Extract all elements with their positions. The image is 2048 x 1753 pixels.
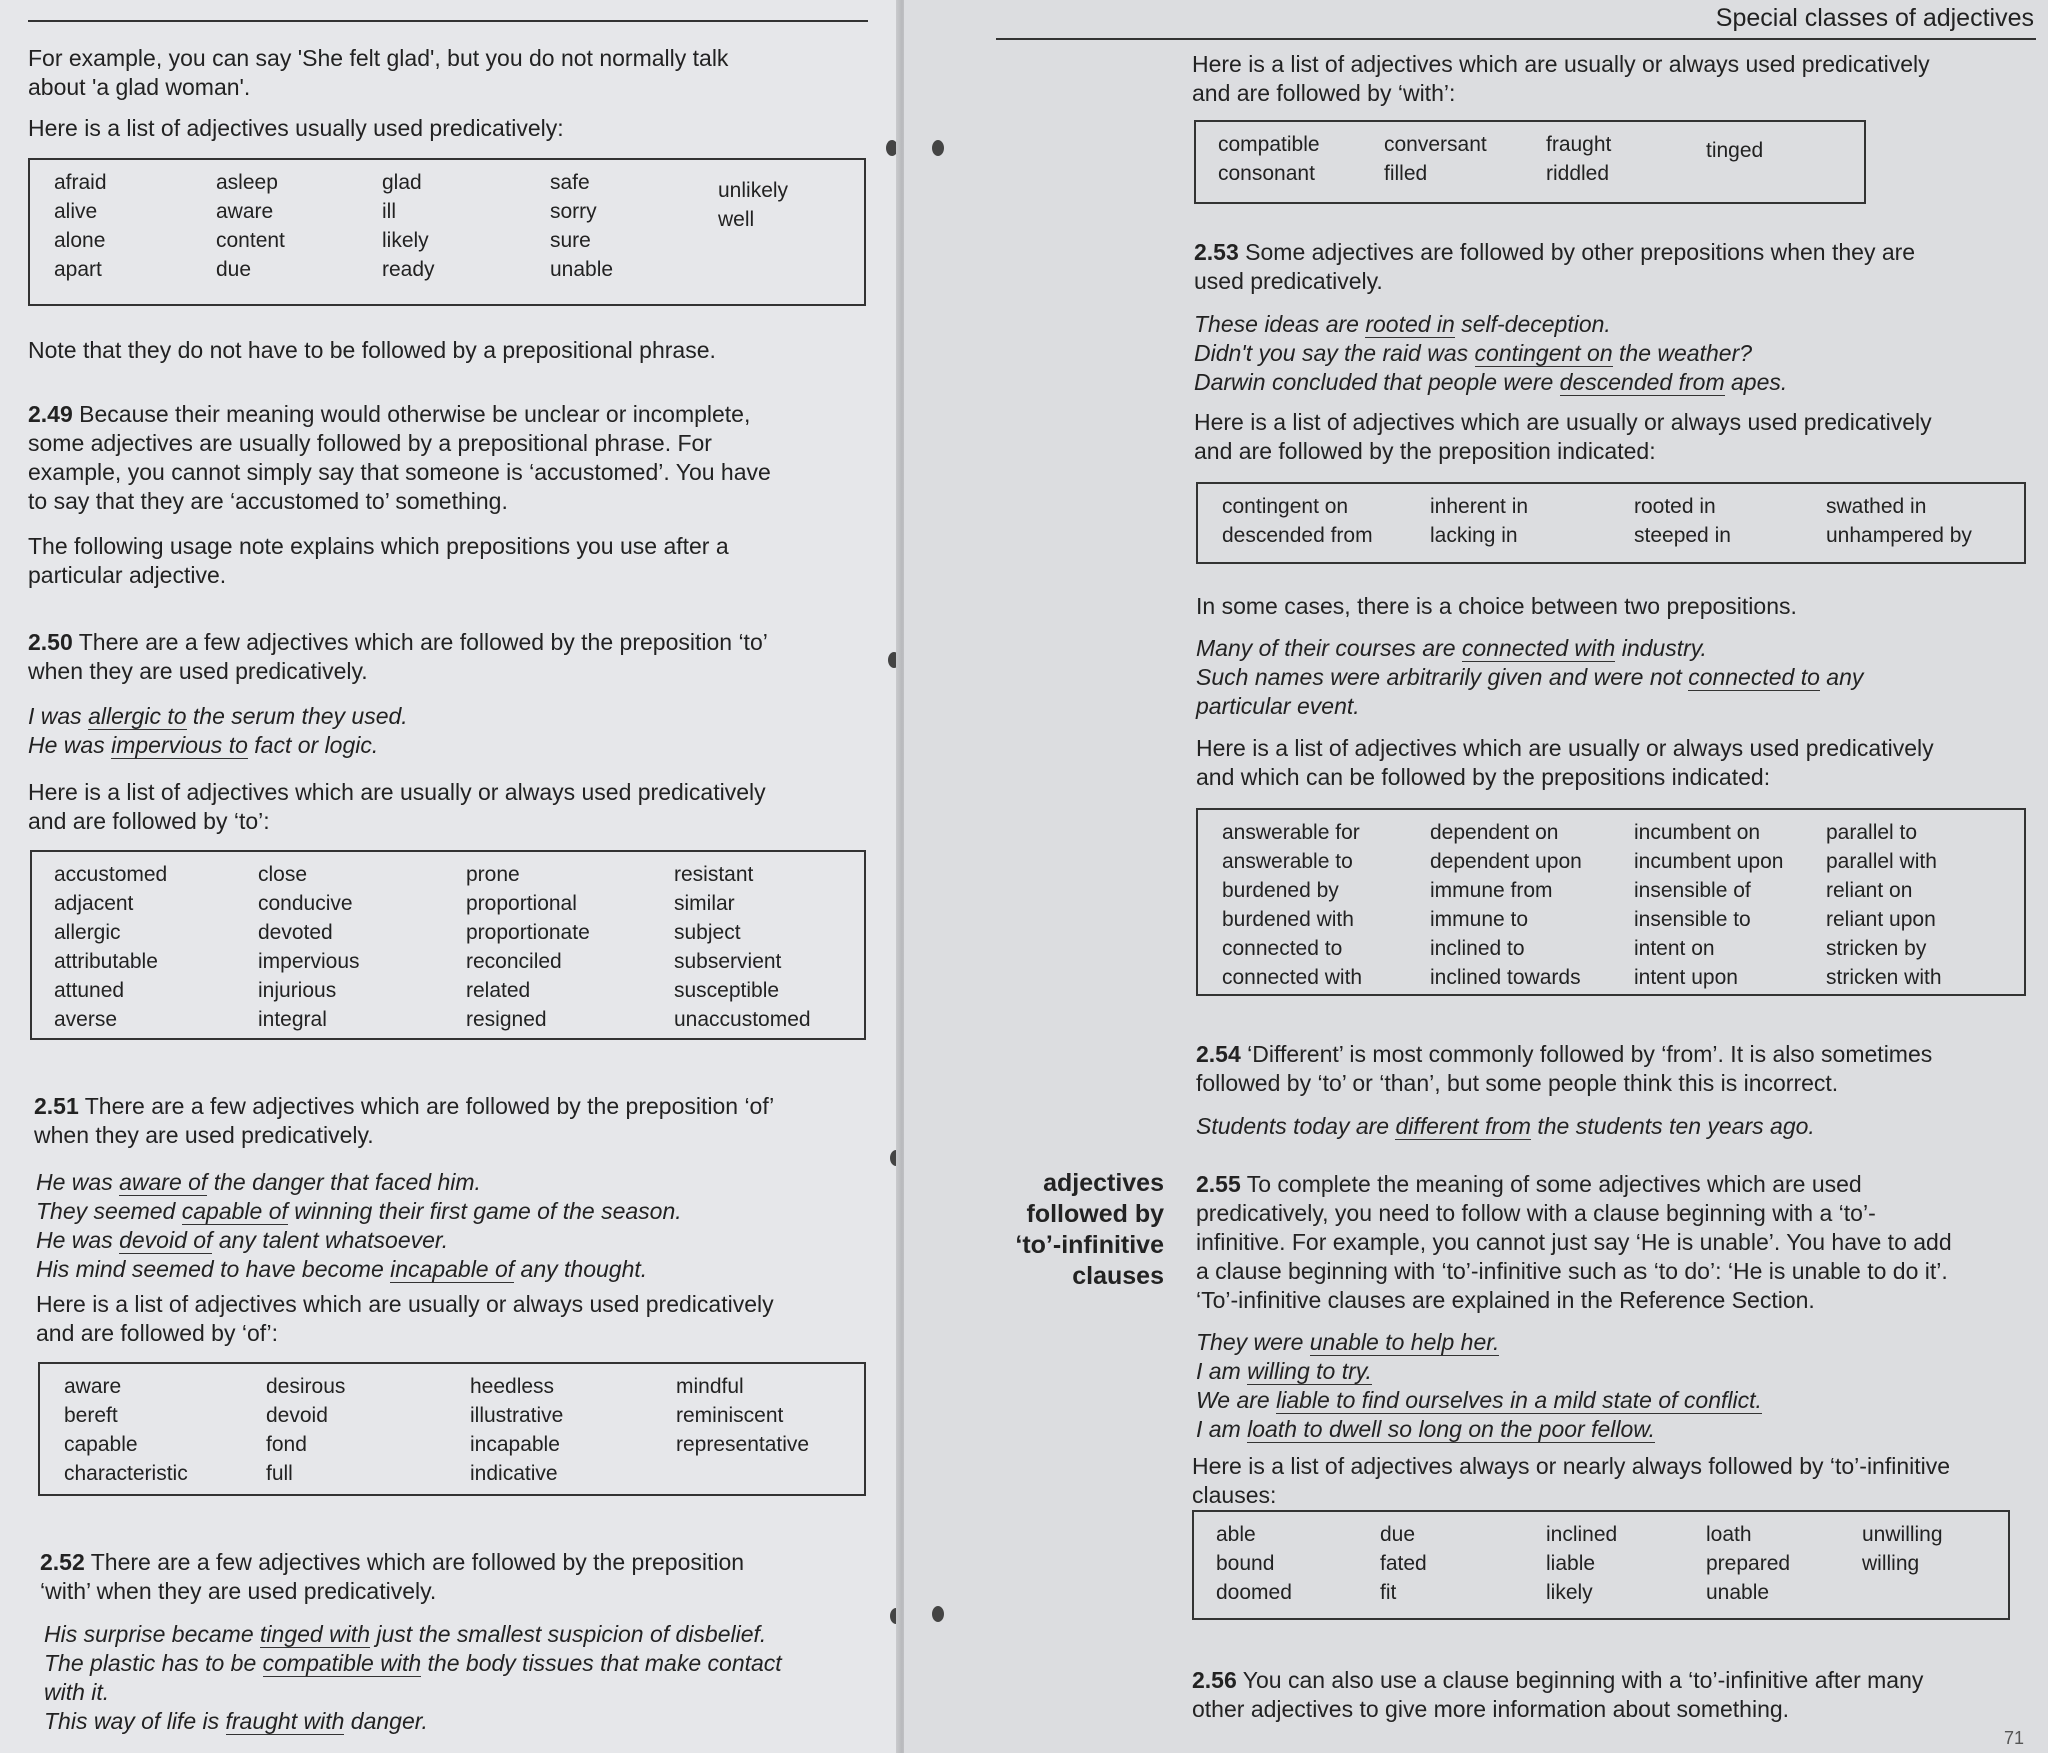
list1-box — [28, 158, 866, 306]
examples-2-52 — [44, 1620, 894, 1736]
list-word: proportionate — [466, 921, 590, 944]
list-intro-line: Here is a list of adjectives always or nearly always followed by ‘to’-infinitive — [1192, 1453, 1951, 1479]
section-number: 2.51 — [34, 1093, 79, 1119]
examples-choice — [1196, 634, 2046, 721]
example-sentence: Darwin concluded that people were descended from apes. — [1194, 369, 1788, 395]
list-word: due — [216, 258, 252, 281]
example-sentence: Such names were arbitrarily given and were not connected to any — [1196, 664, 1864, 690]
list-word: filled — [1384, 162, 1428, 185]
list-word: incumbent upon — [1634, 850, 1784, 873]
list-word: riddled — [1546, 162, 1610, 185]
list-word: conducive — [258, 892, 353, 915]
usage-note-line: particular adjective. — [28, 562, 227, 588]
list-word: incumbent on — [1634, 821, 1761, 844]
example-sentence: We are liable to find ourselves in a mild state of conflict. — [1196, 1387, 1762, 1413]
list5-col — [1222, 492, 1373, 550]
list-word: bound — [1216, 1552, 1275, 1575]
list-word: stricken with — [1826, 966, 1942, 989]
list-word: safe — [550, 171, 590, 194]
margin-heading — [964, 1168, 1164, 1292]
list-intro-line: Here is a list of adjectives which are usually or always used predicatively — [1194, 409, 1932, 435]
example-sentence: He was impervious to fact or logic. — [28, 732, 379, 758]
list-word: loath — [1706, 1523, 1752, 1546]
list-word: fond — [266, 1433, 307, 1456]
list6-col — [1430, 818, 1582, 992]
list-word: sorry — [550, 200, 597, 223]
list-word: heedless — [470, 1375, 555, 1398]
list-word: prone — [466, 863, 520, 886]
list4-box — [1194, 120, 1866, 204]
margin-heading-line: followed by — [1026, 1200, 1164, 1228]
example-sentence: Many of their courses are connected with industry. — [1196, 635, 1707, 661]
list-word: immune to — [1430, 908, 1529, 931]
list-word: afraid — [54, 171, 107, 194]
list7-box — [1192, 1510, 2010, 1620]
section-text: To complete the meaning of some adjectives which are used — [1246, 1171, 1862, 1197]
list3-col — [676, 1372, 809, 1459]
list-word: incapable — [470, 1433, 560, 1456]
list-word: reliant upon — [1826, 908, 1936, 931]
margin-heading-line: ‘to’-infinitive — [1015, 1231, 1164, 1259]
list-word: dependent on — [1430, 821, 1559, 844]
section-2-51 — [34, 1092, 884, 1150]
list-word: devoted — [258, 921, 333, 944]
list4-col — [1218, 130, 1320, 188]
list-word: attributable — [54, 950, 158, 973]
list-word: close — [258, 863, 308, 886]
list-word: inclined — [1546, 1523, 1618, 1546]
margin-heading-line: clauses — [1072, 1262, 1164, 1290]
list5-col — [1634, 492, 1731, 550]
list-word: allergic — [54, 921, 121, 944]
top-rule — [996, 38, 2036, 40]
page-number: 71 — [2003, 1728, 2024, 1748]
list-word: integral — [258, 1008, 327, 1031]
list-word: ready — [382, 258, 435, 281]
list-intro-line: Here is a list of adjectives which are usually or always used predicatively — [36, 1291, 774, 1317]
section-text: used predicatively. — [1194, 268, 1383, 294]
list-word: due — [1380, 1523, 1416, 1546]
list-word: answerable for — [1222, 821, 1360, 844]
section-number: 2.50 — [28, 629, 73, 655]
list-word: unable — [1706, 1581, 1770, 1604]
choice-note: In some cases, there is a choice between two prepositions. — [1196, 593, 1797, 619]
example-sentence: He was devoid of any talent whatsoever. — [36, 1227, 449, 1253]
list7-col — [1380, 1520, 1427, 1607]
list-word: fraught — [1546, 133, 1612, 156]
example-sentence: His mind seemed to have become incapable of any thought. — [36, 1256, 648, 1282]
section-text: when they are used predicatively. — [34, 1122, 374, 1148]
list4-col — [1546, 130, 1611, 188]
list-intro-line: and which can be followed by the prepositions indicated: — [1196, 764, 1771, 790]
list5-intro — [1194, 408, 2044, 466]
list3-box — [38, 1362, 866, 1496]
examples-2-50 — [28, 702, 878, 760]
list-word: immune from — [1430, 879, 1553, 902]
example-sentence: Students today are different from the students ten years ago. — [1196, 1113, 1815, 1139]
list-word: illustrative — [470, 1404, 564, 1427]
list-word: parallel to — [1826, 821, 1918, 844]
list-intro-line: and are followed by ‘to’: — [28, 808, 270, 834]
list1-col — [54, 168, 107, 284]
section-text: a clause beginning with ‘to’-infinitive such as ‘to do’: ‘He is unable to do it’. — [1196, 1258, 1948, 1284]
usage-note-line: The following usage note explains which prepositions you use after a — [28, 533, 729, 559]
list-word: connected to — [1222, 937, 1343, 960]
top-rule — [28, 20, 868, 22]
examples-2-51 — [36, 1168, 886, 1284]
list3-col — [266, 1372, 345, 1488]
section-text: There are a few adjectives which are followed by the preposition ‘of’ — [84, 1093, 775, 1119]
list-word: aware — [64, 1375, 122, 1398]
list-word: apart — [54, 258, 102, 281]
list7-intro — [1192, 1452, 2042, 1510]
section-2-50 — [28, 628, 888, 686]
list-word: burdened with — [1222, 908, 1354, 931]
example-sentence: particular event. — [1196, 693, 1360, 719]
list-word: reliant on — [1826, 879, 1913, 902]
list5-box — [1196, 482, 2026, 564]
list-word: parallel with — [1826, 850, 1937, 873]
list-word: likely — [1546, 1581, 1593, 1604]
list-word: susceptible — [674, 979, 780, 1002]
list-word: asleep — [216, 171, 278, 194]
section-2-54 — [1196, 1040, 2046, 1098]
section-2-55 — [1196, 1170, 2046, 1315]
list-word: tinged — [1706, 139, 1764, 162]
list-word: prepared — [1706, 1552, 1791, 1575]
list2-col — [674, 860, 811, 1034]
list-word: intent on — [1634, 937, 1715, 960]
section-text: predicatively, you need to follow with a clause beginning with a ‘to’- — [1196, 1200, 1876, 1226]
section-text: There are a few adjectives which are followed by the preposition — [90, 1549, 745, 1575]
list6-box — [1196, 808, 2026, 996]
examples-2-53 — [1194, 310, 2044, 397]
list-word: steeped in — [1634, 524, 1731, 547]
list-word: inherent in — [1430, 495, 1529, 518]
example-sentence: This way of life is fraught with danger. — [44, 1708, 428, 1734]
list-word: fit — [1380, 1581, 1397, 1604]
list-word: alone — [54, 229, 106, 252]
list4-intro — [1192, 50, 2042, 108]
list-word: attuned — [54, 979, 125, 1002]
list-word: inclined towards — [1430, 966, 1581, 989]
list-word: unaccustomed — [674, 1008, 811, 1031]
list-word: subject — [674, 921, 741, 944]
intro-paragraph — [28, 44, 878, 102]
list-intro-line: and are followed by ‘of’: — [36, 1320, 279, 1346]
example-sentence: These ideas are rooted in self-deception. — [1194, 311, 1611, 337]
list6-col — [1826, 818, 1942, 992]
list-word: descended from — [1222, 524, 1373, 547]
list-word: able — [1216, 1523, 1256, 1546]
list-word: injurious — [258, 979, 337, 1002]
list7-col — [1216, 1520, 1292, 1607]
list-word: accustomed — [54, 863, 168, 886]
list-word: unable — [550, 258, 614, 281]
section-number: 2.53 — [1194, 239, 1239, 265]
section-text: Some adjectives are followed by other prepositions when they are — [1245, 239, 1916, 265]
list-word: reconciled — [466, 950, 562, 973]
examples-2-54 — [1196, 1112, 2046, 1141]
list-word: adjacent — [54, 892, 134, 915]
usage-note — [28, 532, 878, 590]
list-word: representative — [676, 1433, 810, 1456]
intro-line: For example, you can say 'She felt glad', but you do not normally talk — [28, 45, 729, 71]
list-word: capable — [64, 1433, 138, 1456]
list-word: proportional — [466, 892, 577, 915]
list-word: swathed in — [1826, 495, 1927, 518]
list-word: connected with — [1222, 966, 1363, 989]
list-word: fated — [1380, 1552, 1427, 1575]
section-text: to say that they are ‘accustomed to’ something. — [28, 488, 508, 514]
list-word: dependent upon — [1430, 850, 1582, 873]
list1-col — [382, 168, 435, 284]
list3-col — [64, 1372, 188, 1488]
list-word: mindful — [676, 1375, 744, 1398]
example-sentence: I was allergic to the serum they used. — [28, 703, 408, 729]
list-intro-line: clauses: — [1192, 1482, 1277, 1508]
list2-intro — [28, 778, 888, 836]
list1-intro: Here is a list of adjectives usually used predicatively: — [28, 115, 564, 141]
list-word: desirous — [266, 1375, 346, 1398]
list5-col — [1430, 492, 1528, 550]
list-word: glad — [382, 171, 422, 194]
list-word: characteristic — [64, 1462, 188, 1485]
list3-col — [470, 1372, 563, 1488]
section-text: Because their meaning would otherwise be unclear or incomplete, — [79, 401, 751, 427]
list5-col — [1826, 492, 1972, 550]
list-word: sure — [550, 229, 591, 252]
list-word: conversant — [1384, 133, 1487, 156]
list1-col — [718, 176, 788, 234]
list-word: stricken by — [1826, 937, 1927, 960]
section-number: 2.55 — [1196, 1171, 1241, 1197]
list-intro-line: and are followed by ‘with’: — [1192, 80, 1456, 106]
list-word: lacking in — [1430, 524, 1518, 547]
examples-2-55 — [1196, 1328, 2046, 1444]
list-word: liable — [1546, 1552, 1596, 1575]
section-number: 2.52 — [40, 1549, 85, 1575]
list7-col — [1706, 1520, 1790, 1607]
list-word: aware — [216, 200, 274, 223]
list-word: unhampered by — [1826, 524, 1972, 547]
example-sentence: Didn't you say the raid was contingent on the weather? — [1194, 340, 1753, 366]
section-text: You can also use a clause beginning with a ‘to’-infinitive after many — [1242, 1667, 1924, 1693]
running-head: Special classes of adjectives — [1715, 4, 2034, 32]
list-word: indicative — [470, 1462, 558, 1485]
example-sentence: The plastic has to be compatible with the body tissues that make contact — [44, 1650, 782, 1676]
section-text: infinitive. For example, you cannot just say ‘He is unable’. You have to add — [1196, 1229, 1952, 1255]
list-word: unwilling — [1862, 1523, 1943, 1546]
binding-hole — [932, 140, 944, 156]
list-word: willing — [1862, 1552, 1920, 1575]
example-sentence: They seemed capable of winning their first game of the season. — [36, 1198, 682, 1224]
section-2-49 — [28, 400, 878, 516]
section-text: ‘To’-infinitive clauses are explained in the Reference Section. — [1196, 1287, 1815, 1313]
list7-col — [1546, 1520, 1617, 1607]
section-2-53 — [1194, 238, 2044, 296]
list3-intro — [36, 1290, 886, 1348]
section-text: There are a few adjectives which are followed by the preposition ‘to’ — [78, 629, 768, 655]
example-sentence: with it. — [44, 1679, 110, 1705]
list-word: full — [266, 1462, 293, 1485]
list-intro-line: Here is a list of adjectives which are usually or always used predicatively — [1196, 735, 1934, 761]
section-text: when they are used predicatively. — [28, 658, 368, 684]
intro-line: about 'a glad woman'. — [28, 74, 251, 100]
list6-col — [1634, 818, 1783, 992]
list-word: answerable to — [1222, 850, 1353, 873]
list-word: devoid — [266, 1404, 328, 1427]
example-sentence: His surprise became tinged with just the smallest suspicion of disbelief. — [44, 1621, 767, 1647]
list-word: content — [216, 229, 285, 252]
left-page — [0, 0, 900, 1753]
list-word: insensible to — [1634, 908, 1751, 931]
list-word: burdened by — [1222, 879, 1339, 902]
list1-col — [550, 168, 613, 284]
list-word: rooted in — [1634, 495, 1716, 518]
list-word: related — [466, 979, 531, 1002]
list-intro-line: and are followed by the preposition indicated: — [1194, 438, 1656, 464]
list4-col — [1706, 136, 1763, 165]
list2-col — [258, 860, 360, 1034]
list-word: similar — [674, 892, 735, 915]
list-word: doomed — [1216, 1581, 1292, 1604]
list-intro-line: Here is a list of adjectives which are usually or always used predicatively — [28, 779, 766, 805]
list2-box — [30, 850, 866, 1040]
list6-intro — [1196, 734, 2046, 792]
section-text: some adjectives are usually followed by a prepositional phrase. For — [28, 430, 712, 456]
section-text: ‘with’ when they are used predicatively. — [40, 1578, 437, 1604]
binding-hole — [932, 1606, 944, 1622]
list-word: inclined to — [1430, 937, 1525, 960]
list-word: resistant — [674, 863, 754, 886]
list-word: likely — [382, 229, 429, 252]
list-word: well — [718, 208, 755, 231]
margin-heading-line: adjectives — [1043, 1169, 1164, 1197]
list-word: subservient — [674, 950, 782, 973]
example-sentence: I am loath to dwell so long on the poor fellow. — [1196, 1416, 1656, 1442]
example-sentence: He was aware of the danger that faced him. — [36, 1169, 481, 1195]
list-word: intent upon — [1634, 966, 1738, 989]
list2-col — [54, 860, 167, 1034]
list-word: consonant — [1218, 162, 1315, 185]
list6-col — [1222, 818, 1362, 992]
right-page — [904, 0, 2048, 1753]
list-word: bereft — [64, 1404, 118, 1427]
section-text: followed by ‘to’ or ‘than’, but some people think this is incorrect. — [1196, 1070, 1839, 1096]
section-2-56 — [1192, 1666, 2042, 1724]
list1-col — [216, 168, 285, 284]
list-word: impervious — [258, 950, 360, 973]
list-word: compatible — [1218, 133, 1320, 156]
list-word: unlikely — [718, 179, 789, 202]
example-sentence: I am willing to try. — [1196, 1358, 1372, 1384]
note: Note that they do not have to be followed by a prepositional phrase. — [28, 337, 716, 363]
list-intro-line: Here is a list of adjectives which are usually or always used predicatively — [1192, 51, 1930, 77]
list4-col — [1384, 130, 1487, 188]
list2-col — [466, 860, 590, 1034]
list-word: ill — [382, 200, 396, 223]
section-number: 2.56 — [1192, 1667, 1237, 1693]
section-text: other adjectives to give more information about something. — [1192, 1696, 1790, 1722]
list-word: reminiscent — [676, 1404, 784, 1427]
list-word: resigned — [466, 1008, 547, 1031]
list-word: alive — [54, 200, 98, 223]
list-word: insensible of — [1634, 879, 1751, 902]
list7-col — [1862, 1520, 1943, 1578]
section-number: 2.49 — [28, 401, 73, 427]
section-2-52 — [40, 1548, 890, 1606]
section-number: 2.54 — [1196, 1041, 1241, 1067]
list-word: contingent on — [1222, 495, 1349, 518]
list-word: averse — [54, 1008, 118, 1031]
section-text: example, you cannot simply say that someone is ‘accustomed’. You have — [28, 459, 771, 485]
section-text: ‘Different’ is most commonly followed by ‘from’. It is also sometimes — [1247, 1041, 1933, 1067]
example-sentence: They were unable to help her. — [1196, 1329, 1500, 1355]
